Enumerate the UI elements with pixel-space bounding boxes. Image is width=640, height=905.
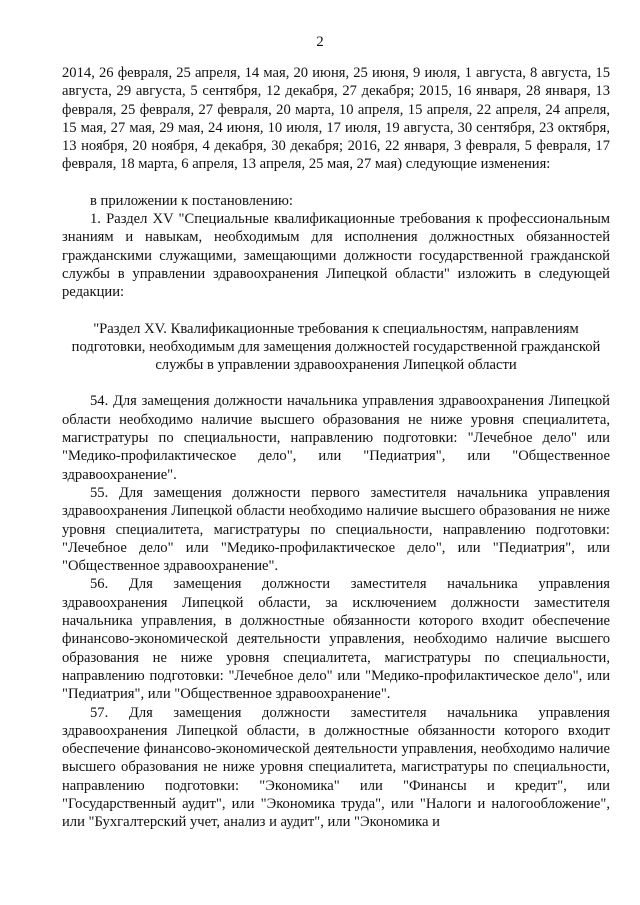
section-title: "Раздел XV. Квалификационные требования к специальностям, направлениям подготовки, необходимым для замещения должностей государственной гражданской службы в управлении здравоохранения Липецкой области bbox=[71, 320, 601, 374]
paragraph-57: 57. Для замещения должности заместителя начальника управления здравоохранения Липецкой области, в должностные обязанности которого входит обеспечение финансово-экономической деятельности управления, необходимо наличие высшего образования не ниже уровня специалитета, магистратуры по специальности, направлению подготовки: "Экономика" или "Финансы и кредит", или "Государственный аудит", или "Экономика труда", или "Налоги и налогообложение", или "Бухгалтерский учет, анализ и аудит", или "Экономика и bbox=[62, 704, 610, 831]
spacer bbox=[62, 174, 610, 192]
page-number: 2 bbox=[316, 34, 324, 50]
appendix-line: в приложении к постановлению: bbox=[90, 192, 293, 209]
spacer bbox=[62, 302, 610, 320]
paragraph-55: 55. Для замещения должности первого заместителя начальника управления здравоохранения Липецкой области необходимо наличие высшего образования не ниже уровня специалитета, магистратуры по специальности, направлению подготовки: "Лечебное дело" или "Медико-профилактическое дело", или "Педиатрия", или "Общественное здравоохранение". bbox=[62, 484, 610, 575]
paragraph-54: 54. Для замещения должности начальника управления здравоохранения Липецкой области необходимо наличие высшего образования не ниже уровня специалитета, магистратуры по специальности, направлению подготовки: "Лечебное дело" или "Медико-профилактическое дело", или "Педиатрия", или "Общественное здравоохранение". bbox=[62, 393, 610, 483]
document-body bbox=[62, 64, 610, 832]
spacer bbox=[62, 374, 610, 392]
intro-paragraph: 2014, 26 февраля, 25 апреля, 14 мая, 20 июня, 25 июня, 9 июля, 1 августа, 8 августа, 15 августа, 29 августа, 5 сентября, 12 декабря, 27 декабря; 2015, 16 января, 28 января, 13 февраля, 25 февраля, 27 февраля, 20 марта, 10 апреля, 15 апреля, 22 апреля, 24 апреля, 15 мая, 27 мая, 29 мая, 24 июня, 10 июля, 17 июля, 19 августа, 30 сентября, 23 октября, 13 ноября, 20 ноября, 4 декабря, 30 декабря; 2016, 22 января, 3 февраля, 5 февраля, 17 февраля, 18 марта, 6 апреля, 13 апреля, 25 мая, 27 мая) следующие изменения: bbox=[62, 65, 610, 173]
paragraph-56: 56. Для замещения должности заместителя начальника управления здравоохранения Липецкой области, за исключением должности заместителя начальника управления, в должностные обязанности которого входит обеспечение финансово-экономической деятельности управления, необходимо наличие высшего образования не ниже уровня специалитета, магистратуры по специальности, направлению подготовки: "Лечебное дело" или "Медико-профилактическое дело", или "Педиатрия", или "Общественное здравоохранение". bbox=[62, 576, 610, 703]
item-1-paragraph: 1. Раздел XV "Специальные квалификационные требования к профессиональным знаниям и навыкам, необходимым для исполнения должностных обязанностей гражданскими служащими, замещающими должности государственной гражданской службы в управлении здравоохранения Липецкой области" изложить в следующей редакции: bbox=[62, 211, 610, 301]
